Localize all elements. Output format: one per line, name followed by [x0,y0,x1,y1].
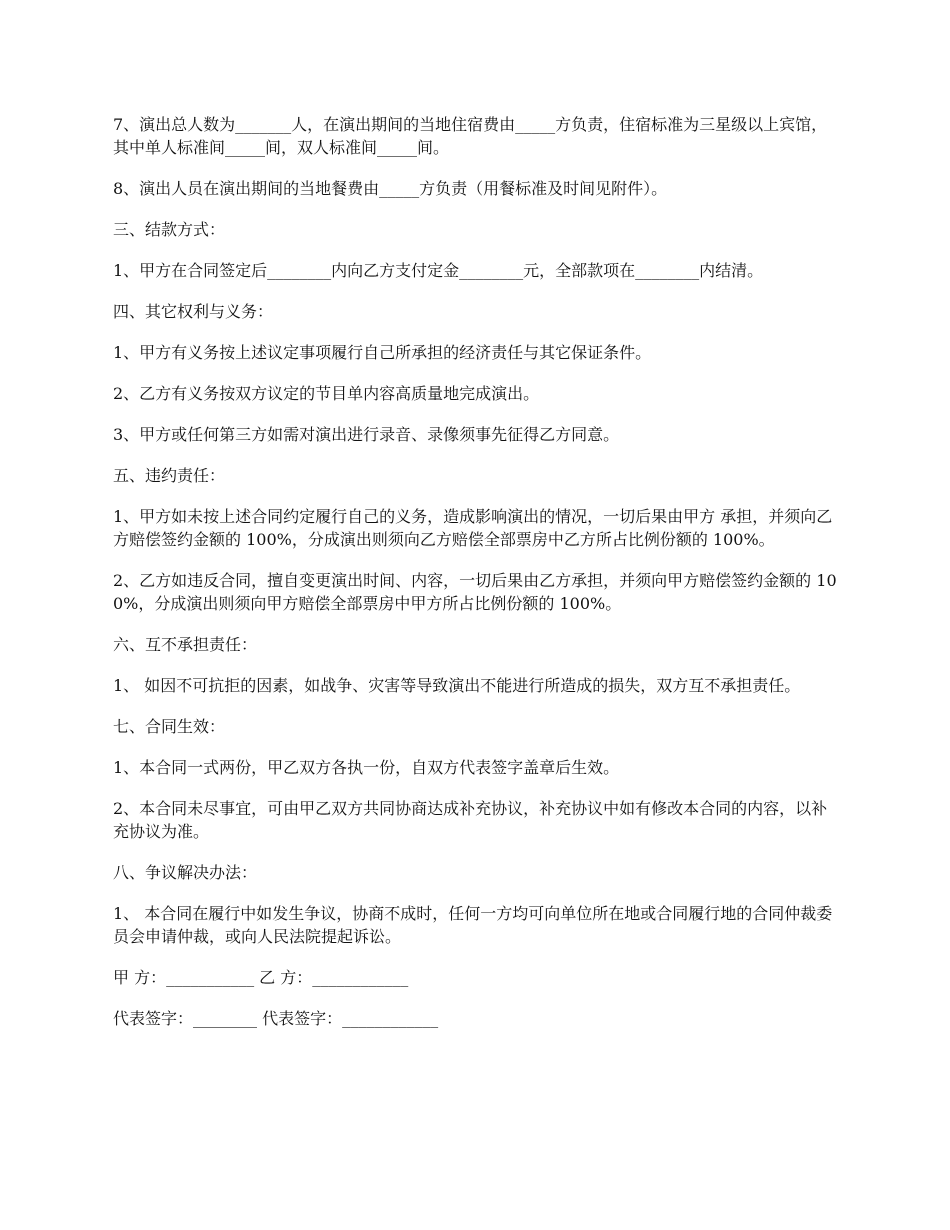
signature-parties-line: 甲 方：___________ 乙 方：____________ [113,968,409,987]
section-heading-breach: 五、违约责任： [113,466,226,485]
section-heading-dispute: 八、争议解决办法： [113,863,258,882]
clause-8-meals: 8、演出人员在演出期间的当地餐费由_____方负责（用餐标准及时间见附件）。 [113,179,668,198]
clause-effect-2: 2、本合同未尽事宜，可由甲乙双方共同协商达成补充协议，补充协议中如有修改本合同的内容，以补充协议为准。 [113,799,828,841]
clause-rights-3: 3、甲方或任何第三方如需对演出进行录音、录像须事先征得乙方同意。 [113,425,620,444]
section-heading-effect: 七、合同生效： [113,717,226,736]
clause-rights-1: 1、甲方有义务按上述议定事项履行自己所承担的经济责任与其它保证条件。 [113,343,652,362]
clause-payment-1: 1、甲方在合同签定后________内向乙方支付定金________元，全部款项在________内结清。 [113,261,764,280]
clause-breach-2: 2、乙方如违反合同，擅自变更演出时间、内容，一切后果由乙方承担，并须向甲方赔偿签约金额的 100%，分成演出则须向甲方赔偿全部票房中甲方所占比例份额的 100%。 [113,571,837,613]
clause-dispute-1: 1、 本合同在履行中如发生争议，协商不成时，任何一方均可向单位所在地或合同履行地的合同仲裁委员会申请仲裁，或向人民法院提起诉讼。 [113,904,833,946]
section-heading-rights: 四、其它权利与义务： [113,302,274,321]
clause-breach-1: 1、甲方如未按上述合同约定履行自己的义务，造成影响演出的情况，一切后果由甲方 承担，并须向乙方赔偿签约金额的 100%，分成演出则须向乙方赔偿全部票房中乙方所占比例份额的 100%。 [113,507,833,549]
section-heading-payment: 三、结款方式： [113,220,226,239]
clause-force-majeure-1: 1、 如因不可抗拒的因素，如战争、灾害等导致演出不能进行所造成的损失，双方互不承担责任。 [113,676,801,695]
signature-representatives-line: 代表签字：________ 代表签字：____________ [113,1009,439,1028]
section-heading-force-majeure: 六、互不承担责任： [113,635,258,654]
clause-effect-1: 1、本合同一式两份，甲乙双方各执一份，自双方代表签字盖章后生效。 [113,758,620,777]
clause-rights-2: 2、乙方有义务按双方议定的节目单内容高质量地完成演出。 [113,384,540,403]
clause-7-lodging: 7、演出总人数为_______人，在演出期间的当地住宿费由_____方负责，住宿标准为三星级以上宾馆，其中单人标准间_____间，双人标准间_____间。 [113,115,828,157]
document-body [113,113,838,1048]
